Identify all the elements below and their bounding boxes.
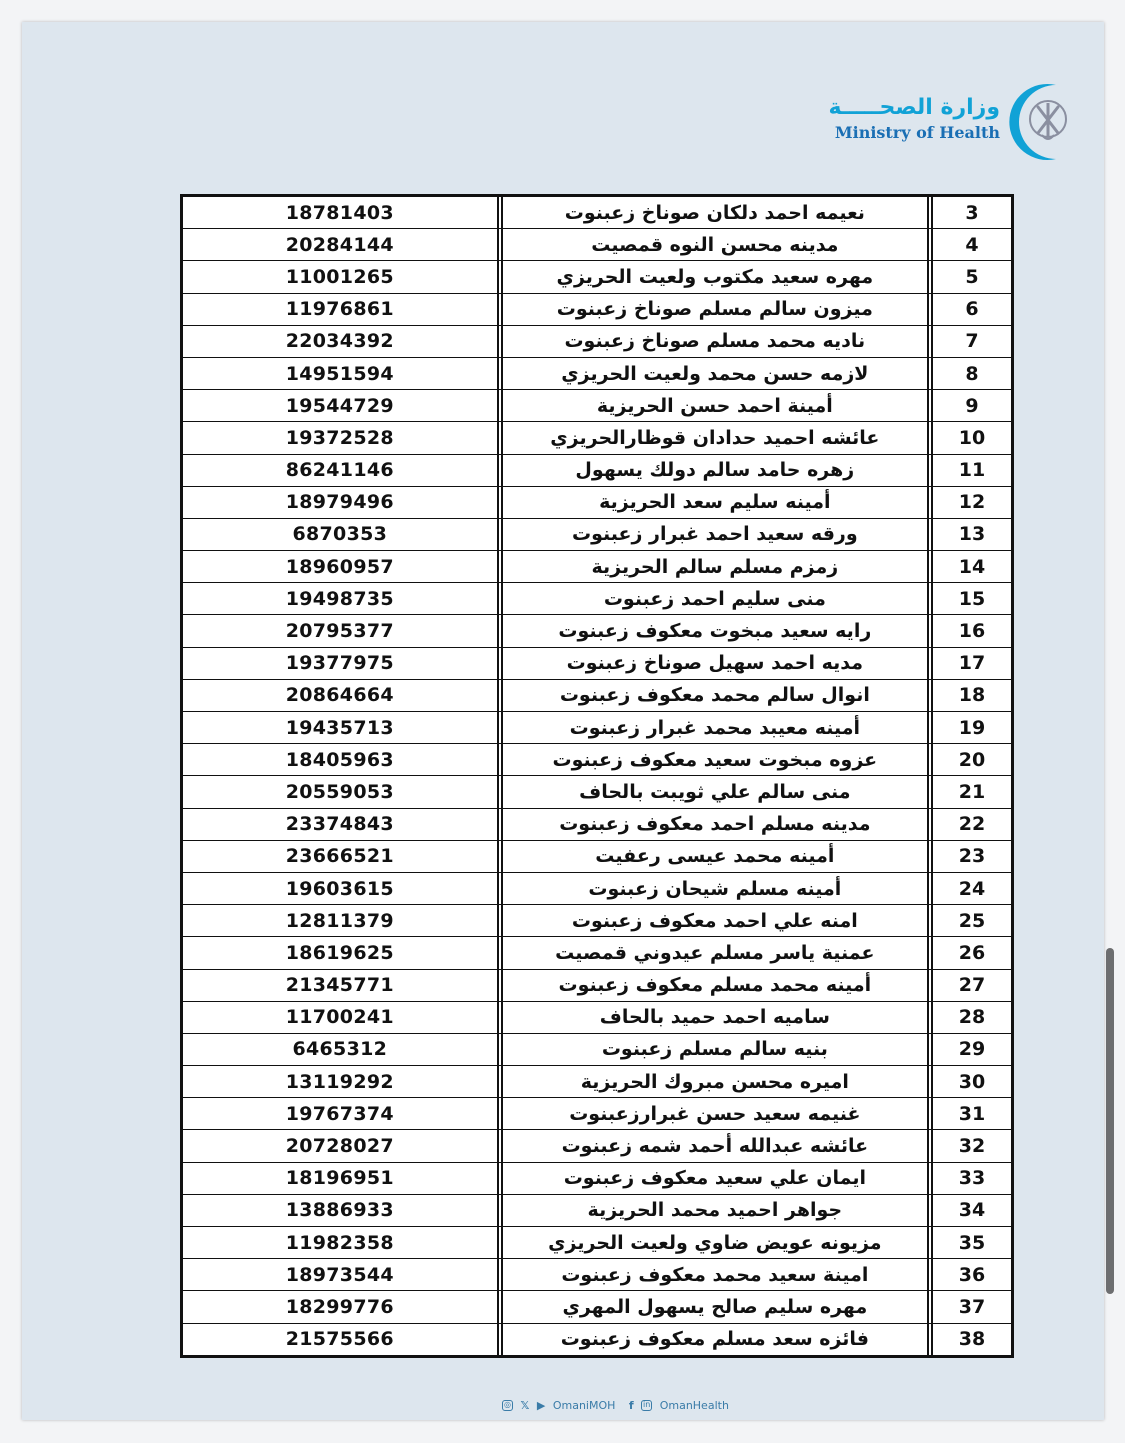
name-cell: أمينه محمد عيسى رعفيت (502, 840, 928, 872)
row-index-cell: 26 (932, 937, 1011, 969)
table-row (183, 712, 1012, 744)
row-index-cell: 8 (932, 357, 1011, 389)
id-number-cell: 11001265 (183, 261, 498, 293)
name-cell: مديه احمد سهيل صوناخ زعبنوت (502, 647, 928, 679)
name-cell: اميره محسن مبروك الحريزية (502, 1066, 928, 1098)
name-cell: عمنية ياسر مسلم عيدوني قمصيت (502, 937, 928, 969)
name-cell: أمينة احمد حسن الحريزية (502, 390, 928, 422)
id-number-cell: 6870353 (183, 518, 498, 550)
name-cell: زمزم مسلم سالم الحريزية (502, 551, 928, 583)
name-cell: ميزون سالم مسلم صوناخ زعبنوت (502, 293, 928, 325)
id-number-cell: 13886933 (183, 1194, 498, 1226)
id-number-cell: 19544729 (183, 390, 498, 422)
row-index-cell: 30 (932, 1066, 1011, 1098)
id-number-cell: 19767374 (183, 1098, 498, 1130)
table-row (183, 422, 1012, 454)
name-cell: مهره سليم صالح يسهول المهري (502, 1291, 928, 1323)
row-index-cell: 3 (932, 197, 1011, 229)
row-index-cell: 5 (932, 261, 1011, 293)
row-index-cell: 13 (932, 518, 1011, 550)
name-cell: منى سليم احمد زعبنوت (502, 583, 928, 615)
row-index-cell: 34 (932, 1194, 1011, 1226)
id-number-cell: 19603615 (183, 872, 498, 904)
id-number-cell: 20728027 (183, 1130, 498, 1162)
id-number-cell: 11982358 (183, 1227, 498, 1259)
youtube-icon[interactable]: ▶ (536, 1398, 546, 1412)
row-index-cell: 31 (932, 1098, 1011, 1130)
table-row (183, 454, 1012, 486)
row-index-cell: 19 (932, 712, 1011, 744)
id-number-cell: 11976861 (183, 293, 498, 325)
row-index-cell: 17 (932, 647, 1011, 679)
id-number-cell: 21345771 (183, 969, 498, 1001)
name-cell: ايمان علي سعيد معكوف زعبنوت (502, 1162, 928, 1194)
name-cell: أمينه محمد مسلم معكوف زعبنوت (502, 969, 928, 1001)
footer-handle-1[interactable]: OmaniMOH (552, 1398, 616, 1412)
row-index-cell: 38 (932, 1323, 1011, 1355)
table-row (183, 1098, 1012, 1130)
row-index-cell: 14 (932, 551, 1011, 583)
row-index-cell: 20 (932, 744, 1011, 776)
id-number-cell: 22034392 (183, 325, 498, 357)
row-index-cell: 4 (932, 229, 1011, 261)
id-number-cell: 13119292 (183, 1066, 498, 1098)
table-row (183, 1066, 1012, 1098)
row-index-cell: 36 (932, 1259, 1011, 1291)
row-index-cell: 25 (932, 905, 1011, 937)
id-number-cell: 6465312 (183, 1033, 498, 1065)
name-cell: مدينه محسن النوه قمصيت (502, 229, 928, 261)
name-cell: امينة سعيد محمد معكوف زعبنوت (502, 1259, 928, 1291)
table-row (183, 647, 1012, 679)
name-cell: جواهر احميد محمد الحريزية (502, 1194, 928, 1226)
x-icon[interactable]: 𝕏 (520, 1398, 530, 1412)
row-index-cell: 24 (932, 872, 1011, 904)
table-row (183, 1291, 1012, 1323)
id-number-cell: 19372528 (183, 422, 498, 454)
row-index-cell: 35 (932, 1227, 1011, 1259)
name-cell: رايه سعيد مبخوت معكوف زعبنوت (502, 615, 928, 647)
name-cell: مهره سعيد مكتوب ولعيت الحريزي (502, 261, 928, 293)
id-number-cell: 23666521 (183, 840, 498, 872)
table-row (183, 261, 1012, 293)
name-cell: ورقه سعيد احمد غبرار زعبنوت (502, 518, 928, 550)
name-cell: أمينه سليم سعد الحريزية (502, 486, 928, 518)
facebook-icon[interactable]: f (628, 1398, 634, 1412)
name-cell: زهره حامد سالم دولك يسهول (502, 454, 928, 486)
id-number-cell: 19435713 (183, 712, 498, 744)
id-number-cell: 19377975 (183, 647, 498, 679)
table-row (183, 615, 1012, 647)
id-number-cell: 18979496 (183, 486, 498, 518)
name-cell: مدينه مسلم احمد معكوف زعبنوت (502, 808, 928, 840)
id-number-cell: 14951594 (183, 357, 498, 389)
table-row (183, 1001, 1012, 1033)
name-cell: أمينه معيبد محمد غبرار زعبنوت (502, 712, 928, 744)
row-index-cell: 21 (932, 776, 1011, 808)
ministry-logo (812, 77, 1092, 167)
table-row (183, 325, 1012, 357)
name-cell: منى سالم علي ثويبت بالحاف (502, 776, 928, 808)
id-number-cell: 18619625 (183, 937, 498, 969)
row-index-cell: 18 (932, 679, 1011, 711)
table-row (183, 1194, 1012, 1226)
id-number-cell: 18973544 (183, 1259, 498, 1291)
table-row (183, 872, 1012, 904)
table-row (183, 229, 1012, 261)
table-row (183, 679, 1012, 711)
name-cell: امنه علي احمد معكوف زعبنوت (502, 905, 928, 937)
id-number-cell: 20795377 (183, 615, 498, 647)
name-cell: عائشه عبدالله أحمد شمه زعبنوت (502, 1130, 928, 1162)
name-cell: ناديه محمد مسلم صوناخ زعبنوت (502, 325, 928, 357)
oman-emblem-icon (1004, 77, 1084, 167)
table-row (183, 583, 1012, 615)
name-cell: انوال سالم محمد معكوف زعبنوت (502, 679, 928, 711)
name-cell: غنيمه سعيد حسن غبرارزعبنوت (502, 1098, 928, 1130)
id-number-cell: 20559053 (183, 776, 498, 808)
row-index-cell: 32 (932, 1130, 1011, 1162)
row-index-cell: 12 (932, 486, 1011, 518)
table-row (183, 744, 1012, 776)
id-number-cell: 20864664 (183, 679, 498, 711)
row-index-cell: 9 (932, 390, 1011, 422)
table-row (183, 1323, 1012, 1355)
row-index-cell: 28 (932, 1001, 1011, 1033)
row-index-cell: 33 (932, 1162, 1011, 1194)
id-number-cell: 12811379 (183, 905, 498, 937)
instagram-icon[interactable]: ◎ (502, 1400, 513, 1411)
table-row (183, 1259, 1012, 1291)
table-row (183, 1033, 1012, 1065)
row-index-cell: 7 (932, 325, 1011, 357)
names-table (180, 194, 1014, 1358)
table-row (183, 905, 1012, 937)
name-cell: مزيونه عويض ضاوي ولعيت الحريزي (502, 1227, 928, 1259)
id-number-cell: 20284144 (183, 229, 498, 261)
table-row (183, 551, 1012, 583)
row-index-cell: 16 (932, 615, 1011, 647)
scrollbar[interactable] (1106, 948, 1114, 1294)
table-row (183, 197, 1012, 229)
id-number-cell: 11700241 (183, 1001, 498, 1033)
name-cell: لازمه حسن محمد ولعيت الحريزي (502, 357, 928, 389)
table-row (183, 293, 1012, 325)
name-cell: أمينه مسلم شيحان زعبنوت (502, 872, 928, 904)
row-index-cell: 11 (932, 454, 1011, 486)
row-index-cell: 22 (932, 808, 1011, 840)
row-index-cell: 29 (932, 1033, 1011, 1065)
id-number-cell: 86241146 (183, 454, 498, 486)
document-page (22, 22, 1104, 1420)
logo-english-text: Ministry of Health (834, 123, 1000, 142)
table-row (183, 808, 1012, 840)
id-number-cell: 18960957 (183, 551, 498, 583)
name-cell: عائشه احميد حدادان قوظارالحريزي (502, 422, 928, 454)
social-footer (502, 1398, 742, 1418)
row-index-cell: 27 (932, 969, 1011, 1001)
table-row (183, 390, 1012, 422)
id-number-cell: 23374843 (183, 808, 498, 840)
row-index-cell: 15 (932, 583, 1011, 615)
name-cell: بنيه سالم مسلم زعبنوت (502, 1033, 928, 1065)
table-row (183, 1227, 1012, 1259)
table-row (183, 1130, 1012, 1162)
row-index-cell: 6 (932, 293, 1011, 325)
footer-handle-2[interactable]: OmanHealth (659, 1398, 729, 1412)
name-cell: ساميه احمد حميد بالحاف (502, 1001, 928, 1033)
row-index-cell: 37 (932, 1291, 1011, 1323)
table-row (183, 518, 1012, 550)
name-cell: فائزه سعد مسلم معكوف زعبنوت (502, 1323, 928, 1355)
name-cell: عزوه مبخوت سعيد معكوف زعبنوت (502, 744, 928, 776)
id-number-cell: 21575566 (183, 1323, 498, 1355)
id-number-cell: 18196951 (183, 1162, 498, 1194)
name-cell: نعيمه احمد دلكان صوناخ زعبنوت (502, 197, 928, 229)
table-row (183, 776, 1012, 808)
id-number-cell: 18299776 (183, 1291, 498, 1323)
table-row (183, 1162, 1012, 1194)
id-number-cell: 18405963 (183, 744, 498, 776)
logo-arabic-text: وزارة الصحـــــة (828, 95, 1000, 120)
table-row (183, 969, 1012, 1001)
id-number-cell: 19498735 (183, 583, 498, 615)
table-row (183, 486, 1012, 518)
table-row (183, 357, 1012, 389)
table-row (183, 840, 1012, 872)
row-index-cell: 10 (932, 422, 1011, 454)
id-number-cell: 18781403 (183, 197, 498, 229)
linkedin-icon[interactable]: in (643, 1399, 651, 1409)
table-row (183, 937, 1012, 969)
row-index-cell: 23 (932, 840, 1011, 872)
